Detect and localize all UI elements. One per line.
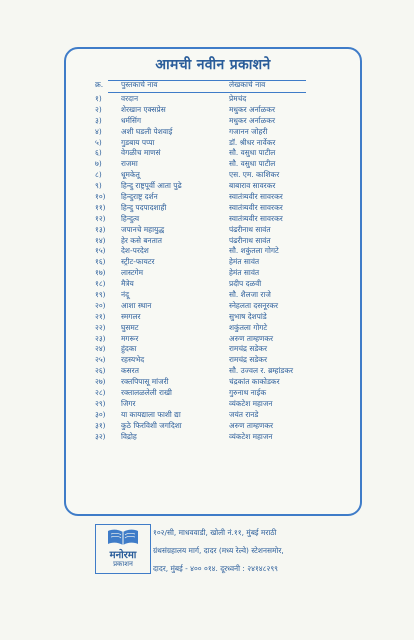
book-number: ११) bbox=[95, 202, 106, 212]
book-author: स्वातंत्र्यवीर सावरकर bbox=[229, 192, 283, 202]
book-row bbox=[95, 344, 365, 355]
book-author: सौ. शैलजा राजे bbox=[229, 290, 271, 300]
book-number: ३१) bbox=[95, 420, 106, 430]
book-list bbox=[95, 94, 365, 443]
book-row bbox=[95, 236, 365, 247]
book-title: रक्तपिपासू मांजरी bbox=[121, 377, 169, 387]
book-title: स्ट्रीट-फायटर bbox=[121, 257, 155, 267]
header-rule bbox=[108, 92, 306, 93]
book-row bbox=[95, 421, 365, 432]
book-row bbox=[95, 388, 365, 399]
book-author: रामचंद्र सडेकर bbox=[229, 355, 267, 365]
book-row bbox=[95, 127, 365, 138]
book-row bbox=[95, 399, 365, 410]
book-number: ४) bbox=[95, 126, 102, 136]
book-author: अरुण ताम्हणकर bbox=[229, 420, 274, 430]
book-title: मैत्रेय bbox=[121, 279, 134, 289]
book-author: एस. एम. काशिकर bbox=[229, 170, 280, 180]
book-number: १८) bbox=[95, 279, 106, 289]
book-title: कसरत bbox=[121, 366, 139, 376]
book-author: सौ. वसुधा पाटील bbox=[229, 148, 276, 158]
book-title: राजमा bbox=[121, 159, 138, 169]
book-title: वरदान bbox=[121, 94, 139, 103]
book-title: देश-परदेश bbox=[121, 246, 149, 256]
book-author: बाबाराव सावरकर bbox=[229, 181, 276, 191]
book-number: २३) bbox=[95, 333, 106, 343]
book-row bbox=[95, 355, 365, 366]
book-row bbox=[95, 192, 365, 203]
book-author: व्यंकटेश महाजन bbox=[229, 431, 273, 441]
book-title: जिगर bbox=[121, 398, 136, 408]
book-author: सौ. उज्वल र. ब्रम्हांडकर bbox=[229, 366, 294, 376]
book-number: २६) bbox=[95, 366, 106, 376]
book-title: जपानचे महायुद्ध bbox=[121, 224, 165, 234]
book-title: हिन्दुराष्ट्र दर्शन bbox=[121, 192, 158, 202]
book-number: २९) bbox=[95, 398, 106, 408]
book-row bbox=[95, 170, 365, 181]
book-author: हेमंत सावंत bbox=[229, 257, 260, 267]
book-row bbox=[95, 246, 365, 257]
book-title: धर्मसिंग bbox=[121, 115, 142, 125]
book-row bbox=[95, 432, 365, 443]
book-title: हिन्दुत्व bbox=[121, 213, 140, 223]
address-line-3: दादर, मुंबई - ४०० ०१४. दूरध्वनी : २४१४८२९९ bbox=[153, 564, 279, 573]
book-number: १४) bbox=[95, 235, 106, 245]
book-row bbox=[95, 105, 365, 116]
book-row bbox=[95, 290, 365, 301]
page-title: आमची नवीन प्रकाशने bbox=[155, 57, 271, 73]
book-row bbox=[95, 148, 365, 159]
book-title: रक्तालळलेली राखी bbox=[121, 388, 172, 398]
open-book-icon bbox=[106, 528, 140, 546]
book-row bbox=[95, 323, 365, 334]
book-title: वेगळीच माणसं bbox=[121, 148, 161, 158]
book-row bbox=[95, 225, 365, 236]
book-row bbox=[95, 366, 365, 377]
book-row bbox=[95, 410, 365, 421]
book-number: २५) bbox=[95, 355, 106, 365]
book-author: मधुकर अर्नाळकर bbox=[229, 115, 275, 125]
book-author: चंद्रकांत काकोडकर bbox=[229, 377, 280, 387]
book-author: शकुंतला गोगटे bbox=[229, 322, 268, 332]
book-number: १३) bbox=[95, 224, 106, 234]
book-row bbox=[95, 138, 365, 149]
book-author: जयंत रानडे bbox=[229, 409, 259, 419]
book-row bbox=[95, 214, 365, 225]
book-title: अशी घडली पेशवाई bbox=[121, 126, 173, 136]
book-row bbox=[95, 159, 365, 170]
book-author: गजानन जोहरी bbox=[229, 126, 268, 136]
book-row bbox=[95, 268, 365, 279]
book-row bbox=[95, 94, 365, 105]
book-title: कुठे फिरविशी जगदिशा bbox=[121, 420, 182, 430]
book-author: सौ. शकुंतला गोगटे bbox=[229, 246, 279, 256]
book-author: अरुण ताम्हणकर bbox=[229, 333, 274, 343]
book-number: १६) bbox=[95, 257, 106, 267]
book-author: सौ. वसुधा पाटील bbox=[229, 159, 276, 169]
book-author: प्रेमचंद bbox=[229, 94, 247, 103]
book-number: ५) bbox=[95, 137, 102, 147]
book-author: स्नेहलता दसनूरकर bbox=[229, 300, 279, 310]
book-row bbox=[95, 181, 365, 192]
book-title: स्मगलर bbox=[121, 311, 141, 321]
column-header-book: पुस्तकाचे नाव bbox=[121, 80, 158, 89]
book-row bbox=[95, 257, 365, 268]
book-number: ३०) bbox=[95, 409, 106, 419]
book-title: हुंदका bbox=[121, 344, 137, 354]
book-number: ३२) bbox=[95, 431, 106, 441]
book-title: लास्टगेम bbox=[121, 268, 144, 278]
book-title: रहस्यभेद bbox=[121, 355, 145, 365]
book-number: २१) bbox=[95, 311, 106, 321]
book-number: ६) bbox=[95, 148, 102, 158]
book-author: रामचंद्र सडेकर bbox=[229, 344, 267, 354]
book-title: हिन्दु राष्ट्रपूर्वी आता पुढे bbox=[121, 181, 182, 191]
book-title: आशा स्थान bbox=[121, 300, 152, 310]
book-title: शेरखान एक्सप्रेस bbox=[121, 104, 166, 114]
book-title: हिन्दु पदपादशाही bbox=[121, 202, 167, 212]
publisher-subtitle: प्रकाशन bbox=[113, 560, 133, 568]
book-row bbox=[95, 279, 365, 290]
book-number: २७) bbox=[95, 377, 106, 387]
book-title: या कायद्याला फाशी द्या bbox=[121, 409, 181, 419]
book-number: ३) bbox=[95, 115, 102, 125]
book-number: १२) bbox=[95, 213, 106, 223]
book-title: घुसमट bbox=[121, 322, 139, 332]
book-number: १०) bbox=[95, 192, 106, 202]
book-number: ७) bbox=[95, 159, 102, 169]
address-line-2: ग्रंथसंग्रहालय मार्ग, दादर (मध्य रेल्वे) स्टेशनसमोर, bbox=[153, 546, 284, 555]
book-number: ८) bbox=[95, 170, 102, 180]
book-title: विद्रोह bbox=[121, 431, 137, 441]
column-header-author: लेखकाचे नाव bbox=[229, 80, 266, 89]
book-number: २२) bbox=[95, 322, 106, 332]
book-author: सुभाष देशपांडे bbox=[229, 311, 267, 321]
book-number: २) bbox=[95, 104, 102, 114]
book-author: स्वातंत्र्यवीर सावरकर bbox=[229, 202, 283, 212]
book-number: २८) bbox=[95, 388, 106, 398]
address-line-1: १०२/सी, माधववाडी, खोली नं.११, मुंबई मराठी bbox=[153, 528, 277, 537]
book-title: हेर कसे बनतात bbox=[121, 235, 162, 245]
book-number: १) bbox=[95, 94, 102, 103]
book-author: व्यंकटेश महाजन bbox=[229, 398, 273, 408]
book-title: मगरूर bbox=[121, 333, 139, 343]
book-number: २०) bbox=[95, 300, 106, 310]
book-author: हेमंत सावंत bbox=[229, 268, 260, 278]
book-row bbox=[95, 116, 365, 127]
column-header-number: क्र. bbox=[95, 80, 104, 89]
book-title: धूमकेतू bbox=[121, 170, 140, 180]
book-author: डॉ. श्रीधर नार्वेकर bbox=[229, 137, 276, 147]
book-title: गुडबाय पप्पा bbox=[121, 137, 155, 147]
book-row bbox=[95, 301, 365, 312]
book-author: पंढरीनाथ सावंत bbox=[229, 235, 271, 245]
book-row bbox=[95, 377, 365, 388]
book-author: प्रदीप दळवी bbox=[229, 279, 262, 289]
book-number: २४) bbox=[95, 344, 106, 354]
publisher-name: मनोरमा bbox=[109, 550, 137, 561]
book-number: १७) bbox=[95, 268, 106, 278]
book-number: १९) bbox=[95, 290, 106, 300]
book-author: स्वातंत्र्यवीर सावरकर bbox=[229, 213, 283, 223]
book-row bbox=[95, 312, 365, 323]
book-number: १५) bbox=[95, 246, 106, 256]
publisher-logo bbox=[95, 524, 151, 574]
book-row bbox=[95, 334, 365, 345]
book-author: गुरुनाथ नाईक bbox=[229, 388, 266, 398]
book-title: नंदू bbox=[121, 290, 130, 300]
book-row bbox=[95, 203, 365, 214]
book-author: मधुकर अर्नाळकर bbox=[229, 104, 275, 114]
book-author: पंढरीनाथ सावंत bbox=[229, 224, 271, 234]
book-number: ९) bbox=[95, 181, 102, 191]
